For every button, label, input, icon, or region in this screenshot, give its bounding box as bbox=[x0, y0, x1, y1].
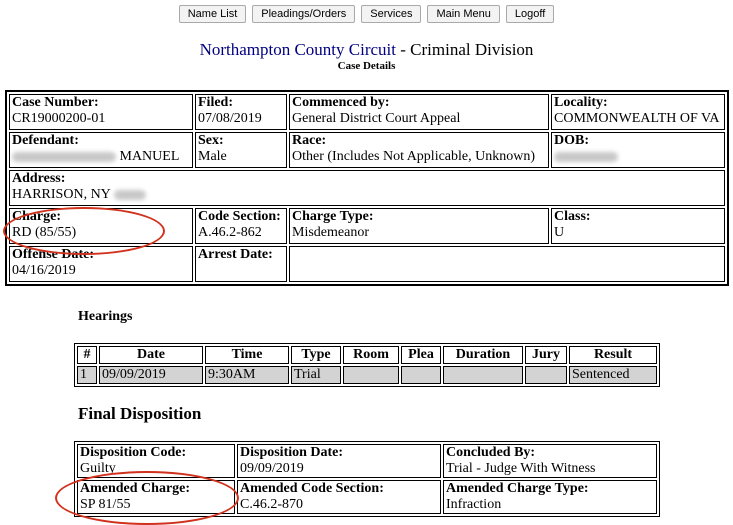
disposition-date-cell bbox=[237, 444, 441, 478]
code-section-label: Code Section: bbox=[198, 209, 281, 224]
filed-value: 07/08/2019 bbox=[198, 111, 262, 126]
offense-date-value: 04/16/2019 bbox=[12, 263, 76, 278]
hearing-room bbox=[343, 366, 399, 384]
locality-cell bbox=[551, 94, 725, 130]
charge-label: Charge: bbox=[12, 209, 61, 224]
amended-charge-value: SP 81/55 bbox=[80, 497, 131, 512]
address-label: Address: bbox=[12, 171, 66, 186]
address-value: HARRISON, NY bbox=[12, 187, 111, 202]
defendant-value: MANUEL bbox=[119, 149, 180, 164]
disposition-code-label: Disposition Code: bbox=[80, 445, 187, 460]
amended-charge-cell bbox=[77, 480, 235, 514]
amended-code-value: C.46.2-870 bbox=[240, 497, 303, 512]
charge-type-value: Misdemeanor bbox=[292, 225, 369, 240]
hearings-title: Hearings bbox=[78, 309, 133, 324]
col-room: Room bbox=[343, 346, 399, 364]
hearing-type: Trial bbox=[291, 366, 341, 384]
redacted-dob bbox=[554, 152, 618, 162]
dob-label: DOB: bbox=[554, 133, 589, 148]
sex-label: Sex: bbox=[198, 133, 224, 148]
dob-cell bbox=[551, 132, 725, 168]
logoff-button[interactable]: Logoff bbox=[506, 5, 554, 23]
table-row bbox=[77, 366, 657, 384]
redacted-zip bbox=[114, 190, 146, 200]
amended-type-cell bbox=[443, 480, 657, 514]
arrest-date-cell bbox=[195, 246, 287, 282]
concluded-by-label: Concluded By: bbox=[446, 445, 536, 460]
hearings-table bbox=[74, 343, 660, 387]
filed-cell bbox=[195, 94, 287, 130]
hearing-duration bbox=[443, 366, 523, 384]
locality-value: COMMONWEALTH OF VA bbox=[554, 111, 720, 126]
empty-cell bbox=[289, 246, 725, 282]
col-jury: Jury bbox=[525, 346, 567, 364]
race-cell bbox=[289, 132, 549, 168]
page-title bbox=[0, 40, 733, 60]
sex-cell bbox=[195, 132, 287, 168]
defendant-cell bbox=[9, 132, 193, 168]
class-cell bbox=[551, 208, 725, 244]
court-name: Northampton County Circuit bbox=[199, 40, 396, 59]
case-number-cell bbox=[9, 94, 193, 130]
disposition-code-cell bbox=[77, 444, 235, 478]
division-name: - Criminal Division bbox=[396, 40, 534, 59]
commenced-value: General District Court Appeal bbox=[292, 111, 461, 126]
charge-type-cell bbox=[289, 208, 549, 244]
commenced-cell bbox=[289, 94, 549, 130]
concluded-by-value: Trial - Judge With Witness bbox=[446, 461, 596, 476]
col-number: # bbox=[77, 346, 97, 364]
sex-value: Male bbox=[198, 149, 227, 164]
col-plea: Plea bbox=[401, 346, 441, 364]
offense-date-cell bbox=[9, 246, 193, 282]
disposition-code-value: Guilty bbox=[80, 461, 116, 476]
hearing-result: Sentenced bbox=[569, 366, 657, 384]
disposition-date-label: Disposition Date: bbox=[240, 445, 344, 460]
race-value: Other (Includes Not Applicable, Unknown) bbox=[292, 149, 535, 164]
hearing-plea bbox=[401, 366, 441, 384]
charge-type-label: Charge Type: bbox=[292, 209, 374, 224]
final-disposition-title: Final Disposition bbox=[78, 404, 202, 423]
col-time: Time bbox=[205, 346, 289, 364]
locality-label: Locality: bbox=[554, 95, 608, 110]
top-navigation bbox=[0, 5, 733, 23]
case-details-table bbox=[5, 90, 729, 286]
charge-value: RD (85/55) bbox=[12, 225, 77, 240]
race-label: Race: bbox=[292, 133, 327, 148]
col-duration: Duration bbox=[443, 346, 523, 364]
amended-type-label: Amended Charge Type: bbox=[446, 481, 589, 496]
amended-code-label: Amended Code Section: bbox=[240, 481, 384, 496]
amended-type-value: Infraction bbox=[446, 497, 502, 512]
disposition-date-value: 09/09/2019 bbox=[240, 461, 304, 476]
code-section-value: A.46.2-862 bbox=[198, 225, 262, 240]
services-button[interactable]: Services bbox=[361, 5, 421, 23]
page-subtitle: Case Details bbox=[337, 60, 396, 72]
offense-date-label: Offense Date: bbox=[12, 247, 95, 262]
arrest-date-label: Arrest Date: bbox=[198, 247, 273, 262]
hearings-header-row bbox=[77, 346, 657, 364]
col-type: Type bbox=[291, 346, 341, 364]
pleadings-orders-button[interactable]: Pleadings/Orders bbox=[252, 5, 355, 23]
hearing-date: 09/09/2019 bbox=[99, 366, 203, 384]
class-value: U bbox=[554, 225, 565, 240]
amended-charge-label: Amended Charge: bbox=[80, 481, 191, 496]
name-list-button[interactable]: Name List bbox=[179, 5, 247, 23]
case-number-label: Case Number: bbox=[12, 95, 99, 110]
charge-cell bbox=[9, 208, 193, 244]
disposition-table bbox=[74, 441, 660, 517]
hearing-time: 9:30AM bbox=[205, 366, 289, 384]
hearing-number: 1 bbox=[77, 366, 97, 384]
case-number-value: CR19000200-01 bbox=[12, 111, 106, 126]
filed-label: Filed: bbox=[198, 95, 233, 110]
redacted-name bbox=[12, 152, 116, 162]
code-section-cell bbox=[195, 208, 287, 244]
main-menu-button[interactable]: Main Menu bbox=[427, 5, 499, 23]
defendant-label: Defendant: bbox=[12, 133, 79, 148]
amended-code-cell bbox=[237, 480, 441, 514]
col-date: Date bbox=[99, 346, 203, 364]
col-result: Result bbox=[569, 346, 657, 364]
commenced-label: Commenced by: bbox=[292, 95, 390, 110]
class-label: Class: bbox=[554, 209, 591, 224]
hearing-jury bbox=[525, 366, 567, 384]
concluded-by-cell bbox=[443, 444, 657, 478]
address-cell bbox=[9, 170, 725, 206]
